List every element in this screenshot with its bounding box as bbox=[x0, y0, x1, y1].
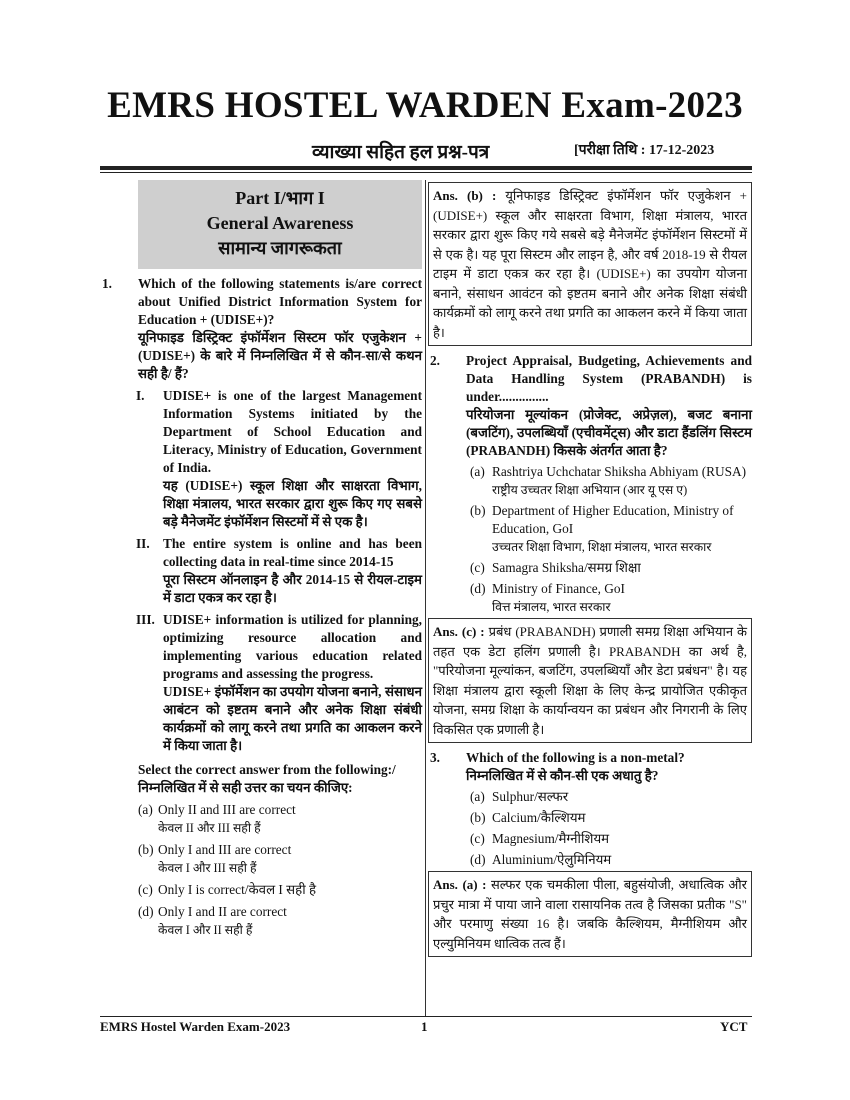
option-text-en: Aluminium/ऐलुमिनियम bbox=[492, 852, 612, 867]
footer-publisher: YCT bbox=[720, 1019, 748, 1034]
page-number: 1 bbox=[421, 1019, 428, 1034]
option-d bbox=[100, 903, 422, 939]
answer-box-2 bbox=[428, 618, 752, 743]
question-text-hi: यूनिफाइड डिस्ट्रिक्ट इंफॉर्मेशन सिस्टम फॉर एजुकेशन + (UDISE+) के बारे में निम्नलिखित में से कौन-सा/से कथन सही है/ हैं? bbox=[138, 330, 422, 381]
option-label: (a) bbox=[138, 802, 153, 817]
option-text-en: Samagra Shiksha/समग्र शिक्षा bbox=[492, 560, 641, 575]
option-text-en: Only I is correct/केवल I सही है bbox=[158, 882, 317, 897]
option-label: (a) bbox=[470, 789, 485, 804]
statement-number: II. bbox=[136, 536, 150, 551]
question-text-hi: निम्नलिखित में से कौन-सी एक अधातु है? bbox=[466, 768, 659, 783]
select-instruction bbox=[100, 761, 422, 797]
option-text-hi: केवल II और III सही हैं bbox=[158, 821, 261, 835]
option-text-en: Only I and III are correct bbox=[158, 842, 292, 857]
answer-explanation: यूनिफाइड डिस्ट्रिक्ट इंफॉर्मेशन फॉर एजुकेशन + (UDISE+) स्कूल और साक्षरता विभाग, शिक्षा मंत्रालय, भारत सरकार द्वारा शुरू किए गये सबसे बड़े मैनेजमेंट इंफॉर्मेशन सिस्टमों में से एक है। यह पूरा सिस्टम और लाइन है, और वर्ष 2018-19 से रीयल टाइम में डाटा एकत्र कर रहा है। (UDISE+) का उपयोग योजना बनाने, संसाधन आवंटन को इष्टतम बनाने और अनेक शिक्षा संबंधी कार्यक्रमों को लागू करने तथा प्रगति का आकलन करने में किया जाता है। bbox=[433, 188, 747, 340]
question-text-en: Which of the following statements is/are correct about Unified District Information System for Education + (UDISE+)? bbox=[138, 276, 422, 327]
question-number: 2. bbox=[430, 353, 440, 368]
statement-text-hi: UDISE+ इंफॉर्मेशन का उपयोग योजना बनाने, संसाधन आबंटन को इष्टतम बनाने और अनेक शिक्षा संबंधी कार्यक्रमों को लागू करने तथा प्रगति का आकलन करने में किया जाता है। bbox=[163, 684, 422, 753]
statement-2 bbox=[100, 535, 422, 607]
question-text-en: Which of the following is a non-metal? bbox=[466, 750, 685, 765]
answer-explanation: सल्फर एक चमकीला पीला, बहुसंयोजी, अधात्विक और प्रचुर मात्रा में पाया जाने वाला रासायनिक तत्व है जिसका प्रतीक "S" और परमाणु संख्या 16 है। जबकि कैल्शियम, मैग्नीशियम और एल्युमिनियम धात्विक तत्व हैं। bbox=[433, 877, 747, 951]
option-c bbox=[428, 830, 752, 848]
option-text-hi: राष्ट्रीय उच्चतर शिक्षा अभियान (आर यू एस ए) bbox=[492, 483, 688, 497]
answer-label: Ans. (b) : bbox=[433, 188, 497, 203]
statement-number: I. bbox=[136, 388, 145, 403]
part-heading bbox=[138, 180, 422, 269]
option-d bbox=[428, 580, 752, 616]
section-title-hi: सामान्य जागरूकता bbox=[218, 238, 342, 258]
option-text-hi: केवल I और II सही हैं bbox=[158, 923, 253, 937]
option-text-hi: केवल I और III सही हैं bbox=[158, 861, 257, 875]
right-column bbox=[428, 180, 752, 959]
option-text-en: Only II and III are correct bbox=[158, 802, 296, 817]
option-label: (a) bbox=[470, 464, 485, 479]
select-instruction-en: Select the correct answer from the following:/ bbox=[138, 762, 396, 777]
column-divider bbox=[425, 180, 426, 1016]
question-1 bbox=[100, 275, 422, 383]
option-label: (b) bbox=[470, 810, 486, 825]
question-number: 1. bbox=[102, 276, 112, 291]
option-text-en: Ministry of Finance, GoI bbox=[492, 581, 625, 596]
header-rule-thin bbox=[100, 172, 752, 173]
option-c bbox=[100, 881, 422, 899]
section-title-en: General Awareness bbox=[206, 213, 354, 233]
statement-number: III. bbox=[136, 612, 155, 627]
statement-text-en: The entire system is online and has been collecting data in real-time since 2014-15 bbox=[163, 536, 422, 569]
footer-exam-name: EMRS Hostel Warden Exam-2023 bbox=[100, 1019, 291, 1034]
option-text-hi: वित्त मंत्रालय, भारत सरकार bbox=[492, 600, 611, 614]
exam-date: [परीक्षा तिथि : 17-12-2023 bbox=[574, 143, 715, 158]
answer-explanation: प्रबंध (PRABANDH) प्रणाली समग्र शिक्षा अभियान के तहत एक डेटा हलिंग प्रणाली है। PRABANDH का अर्थ है, "परियोजना मूल्यांकन, बजटिंग, उपलब्धियाँ और डेटा प्रबंधन" है। यह शिक्षा मंत्रालय द्वारा स्कूली शिक्षा के लिए केन्द्र प्रायोजित एकीकृत योजना, समग्र शिक्षा के कार्यान्वयन का प्रबंधन और निगरानी के लिए विकसित एक प्रणाली है। bbox=[433, 624, 748, 737]
option-b bbox=[428, 502, 752, 556]
option-text-en: Rashtriya Uchchatar Shiksha Abhiyam (RUSA) bbox=[492, 464, 747, 479]
option-a bbox=[428, 463, 752, 499]
option-label: (c) bbox=[138, 882, 153, 897]
option-text-en: Sulphur/सल्फर bbox=[492, 789, 569, 804]
question-3 bbox=[428, 749, 752, 785]
question-text-en: Project Appraisal, Budgeting, Achievements and Data Handling System (PRABANDH) is under............... bbox=[466, 353, 752, 404]
option-a bbox=[100, 801, 422, 837]
statement-text-hi: यह (UDISE+) स्कूल शिक्षा और साक्षरता विभाग, शिक्षा मंत्रालय, भारत सरकार द्वारा शुरू किए गए सबसे बड़े मैनेजमेंट इंफॉर्मेशन सिस्टमों में से एक है। bbox=[163, 478, 422, 529]
statement-1 bbox=[100, 387, 422, 531]
question-2 bbox=[428, 352, 752, 460]
option-text-en: Department of Higher Education, Ministry of Education, GoI bbox=[492, 503, 734, 536]
option-label: (c) bbox=[470, 560, 485, 575]
option-label: (d) bbox=[470, 852, 486, 867]
paper-subtitle: व्याख्या सहित हल प्रश्न-पत्र bbox=[312, 142, 490, 163]
header-rule-thick bbox=[100, 166, 752, 170]
statement-text-en: UDISE+ is one of the largest Management Information Systems initiated by the Department of School Education and Literacy, Ministry of Education, Government of India. bbox=[163, 388, 422, 475]
option-d bbox=[428, 851, 752, 869]
select-instruction-hi: निम्नलिखित में से सही उत्तर का चयन कीजिए: bbox=[138, 780, 353, 795]
option-label: (d) bbox=[138, 904, 154, 919]
statement-text-en: UDISE+ information is utilized for planning, optimizing resource allocation and implementing various education related programs and assessing the progress. bbox=[163, 612, 422, 681]
question-text-hi: परियोजना मूल्यांकन (प्रोजेक्ट, अप्रेज़ल), बजट बनाना (बजटिंग), उपलब्धियाँ (एचीवमेंट्स) और डाटा हैंडलिंग सिस्टम (PRABANDH) किसके अंतर्गत आता है? bbox=[466, 407, 752, 458]
statement-3 bbox=[100, 611, 422, 755]
option-a bbox=[428, 788, 752, 806]
option-label: (d) bbox=[470, 581, 486, 596]
option-b bbox=[428, 809, 752, 827]
option-text-en: Only I and II are correct bbox=[158, 904, 287, 919]
option-c bbox=[428, 559, 752, 577]
option-text-hi: उच्चतर शिक्षा विभाग, शिक्षा मंत्रालय, भारत सरकार bbox=[492, 540, 712, 554]
part-label: Part I/भाग I bbox=[235, 188, 325, 208]
answer-box-3 bbox=[428, 871, 752, 957]
left-column bbox=[100, 180, 422, 939]
footer-rule bbox=[100, 1016, 752, 1017]
answer-box-1 bbox=[428, 182, 752, 346]
answer-label: Ans. (a) : bbox=[433, 877, 487, 892]
option-b bbox=[100, 841, 422, 877]
statement-text-hi: पूरा सिस्टम ऑनलाइन है और 2014-15 से रीयल-टाइम में डाटा एकत्र कर रहा है। bbox=[163, 572, 422, 605]
answer-label: Ans. (c) : bbox=[433, 624, 485, 639]
exam-title: EMRS HOSTEL WARDEN Exam-2023 bbox=[107, 85, 743, 126]
option-text-en: Calcium/कैल्शियम bbox=[492, 810, 586, 825]
question-number: 3. bbox=[430, 750, 440, 765]
option-label: (c) bbox=[470, 831, 485, 846]
option-text-en: Magnesium/मैग्नीशियम bbox=[492, 831, 610, 846]
option-label: (b) bbox=[138, 842, 154, 857]
option-label: (b) bbox=[470, 503, 486, 518]
